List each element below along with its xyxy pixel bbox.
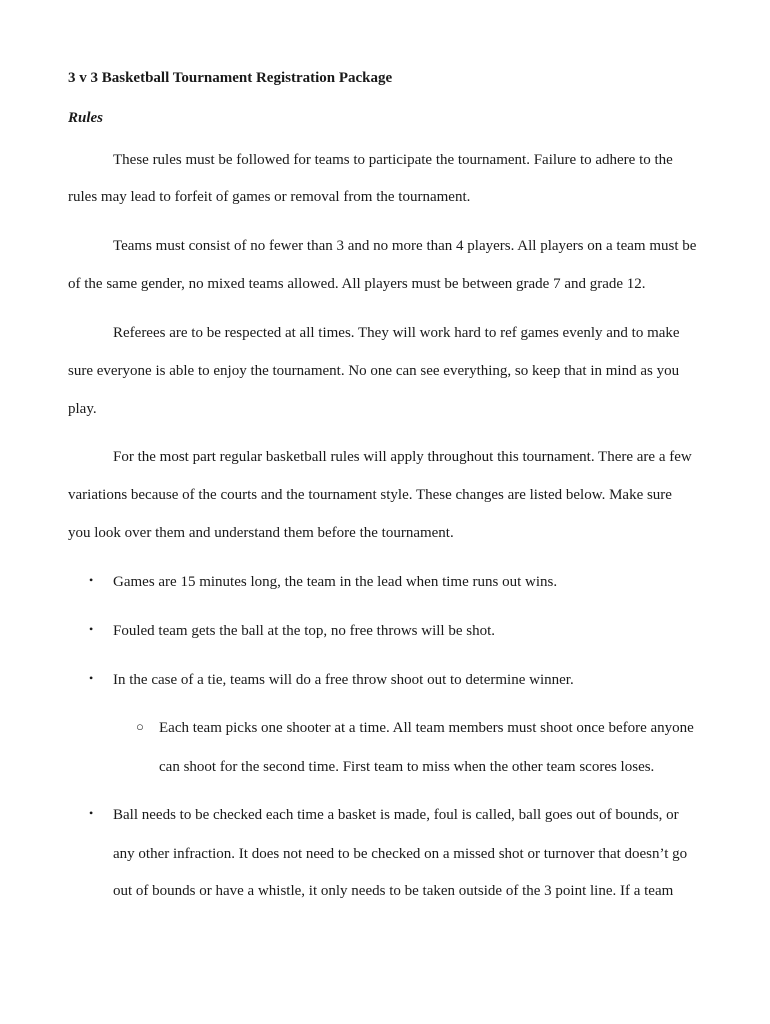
document-title: 3 v 3 Basketball Tournament Registration Package xyxy=(68,70,393,86)
paragraph-line: For the most part regular basketball rules will apply throughout this tournament. There are a few xyxy=(113,449,692,465)
list-item-text: Each team picks one shooter at a time. All team members must shoot once before anyone xyxy=(159,720,694,736)
section-heading-rules: Rules xyxy=(68,110,104,126)
bullet-marker: • xyxy=(89,622,94,636)
paragraph-line: rules may lead to forfeit of games or removal from the tournament. xyxy=(68,189,471,205)
paragraph-line: play. xyxy=(68,401,97,417)
paragraph-line: variations because of the courts and the tournament style. These changes are listed below. Make sure xyxy=(68,487,672,503)
list-item-text: Ball needs to be checked each time a basket is made, foul is called, ball goes out of bounds, or xyxy=(113,807,679,823)
paragraph-line: you look over them and understand them before the tournament. xyxy=(68,525,454,541)
list-item-text: In the case of a tie, teams will do a free throw shoot out to determine winner. xyxy=(113,672,574,688)
bullet-marker: • xyxy=(89,671,94,685)
paragraph-line: Referees are to be respected at all times. They will work hard to ref games evenly and to make xyxy=(113,325,680,341)
sub-bullet-marker: ○ xyxy=(136,719,144,734)
bullet-marker: • xyxy=(89,806,94,820)
list-item-text: Games are 15 minutes long, the team in the lead when time runs out wins. xyxy=(113,574,558,590)
paragraph-line: sure everyone is able to enjoy the tournament. No one can see everything, so keep that in mind as you xyxy=(68,363,680,379)
bullet-marker: • xyxy=(89,573,94,587)
list-item-text: can shoot for the second time. First team to miss when the other team scores loses. xyxy=(159,759,655,775)
paragraph-line: These rules must be followed for teams to participate the tournament. Failure to adhere to the xyxy=(113,152,673,168)
list-item-text: Fouled team gets the ball at the top, no free throws will be shot. xyxy=(113,623,496,639)
list-item-text: out of bounds or have a whistle, it only needs to be taken outside of the 3 point line. If a team xyxy=(113,883,674,899)
paragraph-line: of the same gender, no mixed teams allowed. All players must be between grade 7 and grade 12. xyxy=(68,276,646,292)
list-item-text: any other infraction. It does not need to be checked on a missed shot or turnover that doesn’t go xyxy=(113,846,688,862)
paragraph-line: Teams must consist of no fewer than 3 and no more than 4 players. All players on a team must be xyxy=(113,238,697,254)
